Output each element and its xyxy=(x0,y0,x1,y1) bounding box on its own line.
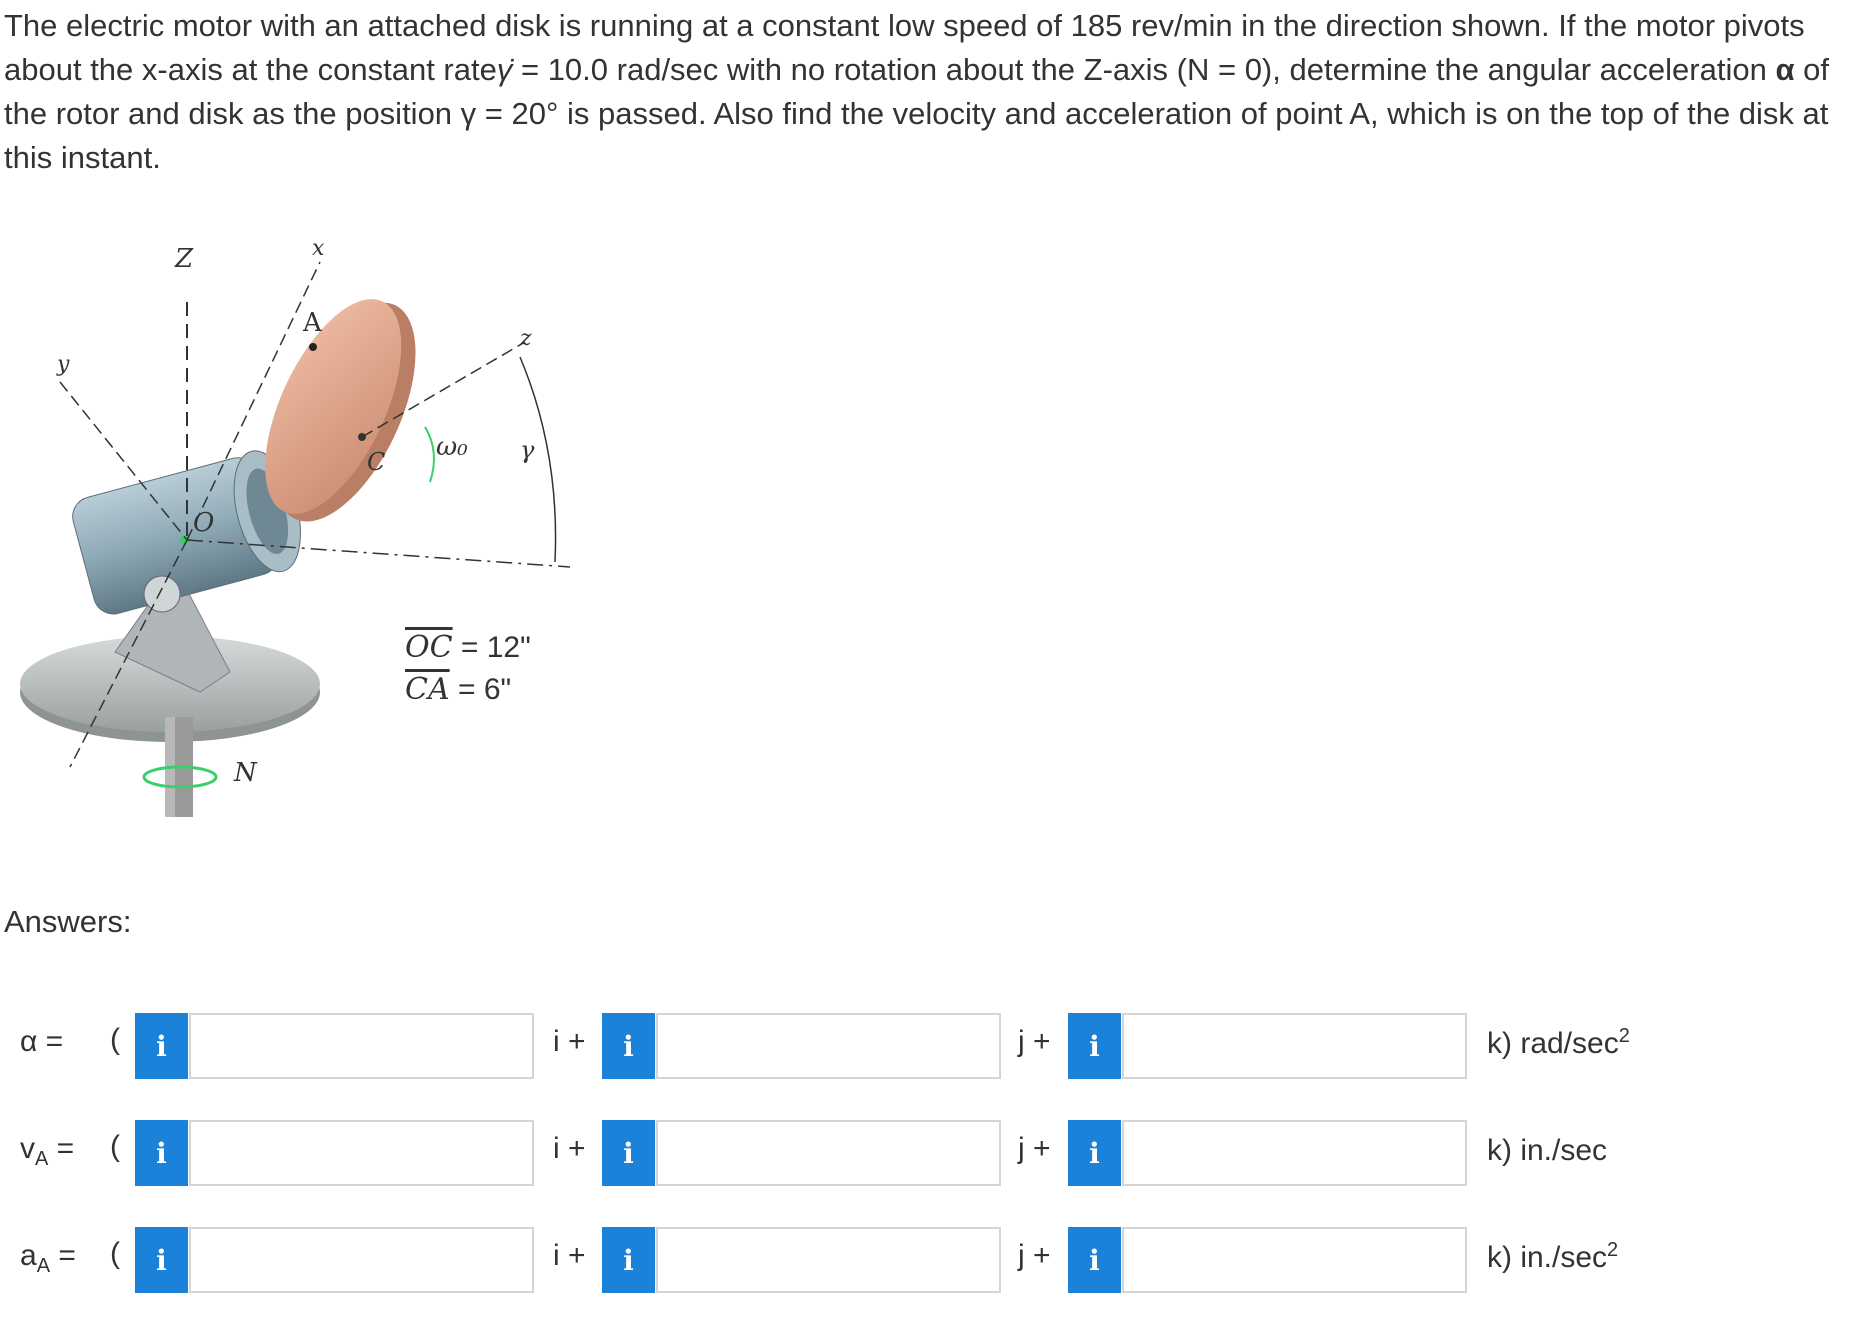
alpha-i-input[interactable] xyxy=(189,1013,534,1079)
row-label: α = xyxy=(20,1025,64,1058)
open-paren: ( xyxy=(110,1130,120,1163)
alpha-j-input[interactable] xyxy=(656,1013,1001,1079)
dimension-oc: $\overline{OC} = 12$" xyxy=(405,630,531,665)
velocity-i-input[interactable] xyxy=(189,1120,534,1186)
point-a-dot xyxy=(309,343,317,351)
label-z-small: z xyxy=(520,326,532,351)
alpha-symbol: α xyxy=(1775,52,1795,87)
label-o: O xyxy=(193,508,215,538)
open-paren: ( xyxy=(110,1237,120,1270)
label-z-cap: Z xyxy=(175,244,194,274)
velocity-j-input[interactable] xyxy=(656,1120,1001,1186)
label-x: x xyxy=(312,236,325,261)
motor-disk-figure xyxy=(0,222,610,852)
velocity-k-input[interactable] xyxy=(1122,1120,1467,1186)
unit-label: k) $in./\sec^2$ xyxy=(1487,1239,1619,1274)
gamma-dot-symbol: γ̇ xyxy=(496,52,513,87)
info-icon[interactable]: i xyxy=(1068,1120,1121,1186)
i-separator: i + xyxy=(553,1132,586,1165)
label-omega: ω₀ xyxy=(436,432,468,462)
problem-statement: The electric motor with an attached disk is running at a constant low speed of 185 rev/min in the direction shown. If the motor pivots about the x-axis at the constant rateγ̇ = 10.0 rad/sec with no rotation about the Z-axis (N = 0), determine the angular acceleration α of the rotor and disk as the position γ = 20° is passed. Also find the velocity and acceleration of point A, which is on the top of the disk at this instant. xyxy=(4,8,1829,175)
j-separator: j + xyxy=(1018,1132,1051,1165)
omega-arrow xyxy=(425,427,434,482)
dimension-ca: $\overline{CA} = 6$" xyxy=(405,672,512,707)
i-separator: i + xyxy=(553,1025,586,1058)
info-icon[interactable]: i xyxy=(602,1013,655,1079)
answer-row-velocity xyxy=(0,1120,1861,1186)
j-separator: j + xyxy=(1018,1025,1051,1058)
i-separator: i + xyxy=(553,1239,586,1272)
answers-heading: Answers: xyxy=(4,904,132,939)
open-paren: ( xyxy=(110,1023,120,1056)
acceleration-i-input[interactable] xyxy=(189,1227,534,1293)
row-label: $a_A$ = xyxy=(20,1239,76,1277)
row-label: $v_A$ = xyxy=(20,1132,75,1170)
acceleration-j-input[interactable] xyxy=(656,1227,1001,1293)
unit-label: k) in./sec xyxy=(1487,1134,1608,1167)
info-icon[interactable]: i xyxy=(1068,1227,1121,1293)
label-y: y xyxy=(57,352,70,377)
answer-row-acceleration xyxy=(0,1227,1861,1293)
info-icon[interactable]: i xyxy=(602,1120,655,1186)
answer-row-alpha xyxy=(0,1013,1861,1079)
acceleration-k-input[interactable] xyxy=(1122,1227,1467,1293)
info-icon[interactable]: i xyxy=(602,1227,655,1293)
j-separator: j + xyxy=(1018,1239,1051,1272)
unit-label: k) rad/$\sec^2$ xyxy=(1487,1025,1630,1060)
label-a: A xyxy=(303,308,322,338)
info-icon[interactable]: i xyxy=(135,1120,188,1186)
info-icon[interactable]: i xyxy=(1068,1013,1121,1079)
info-icon[interactable]: i xyxy=(135,1227,188,1293)
info-icon[interactable]: i xyxy=(135,1013,188,1079)
label-c: C xyxy=(367,448,386,476)
alpha-k-input[interactable] xyxy=(1122,1013,1467,1079)
label-gamma: γ xyxy=(520,436,535,464)
label-n: N xyxy=(234,758,257,788)
